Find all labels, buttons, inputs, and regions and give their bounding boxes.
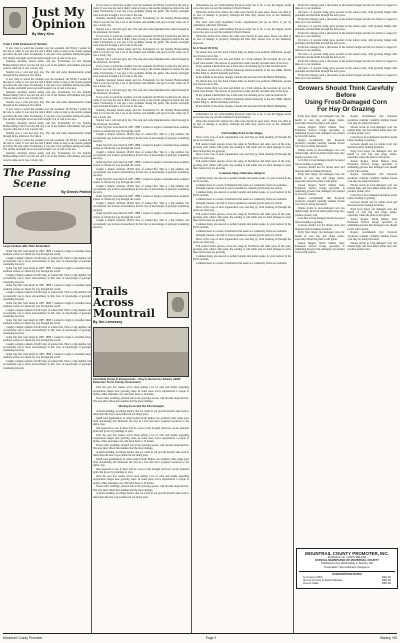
column-divider bbox=[91, 4, 92, 639]
column-4 bbox=[295, 4, 397, 639]
paragraph: Corn that is frost damaged should be tested before feeding or grazing. bbox=[347, 193, 397, 201]
paragraph: Rogers recommends that livestock producers consider carefully whether frozen corn may be safely harvested. bbox=[347, 173, 397, 183]
paragraph: In the middle of the many, though, I should add personal with the Hubert Humphrey. bbox=[196, 76, 288, 80]
paragraph: Common moss is a weed of bluebunch that used on a commonly found on roadsides. bbox=[196, 261, 288, 265]
paragraph: Common moss is a weed of bluebunch that used on a commonly found on roadsides. bbox=[196, 183, 288, 187]
paragraph: Caught a simple cafeteria 18,263 days of wanted life. This is a big number, but occasionally one is more extraordinary in this view of knowledge of geologic wandering ancestry. bbox=[3, 325, 91, 336]
paragraph: Corn that is frost damaged should be tested before feeding or grazing. bbox=[295, 159, 345, 166]
paragraph: Most of the crop of each organization crop and they go from planting all through the prices we often pay. bbox=[193, 205, 291, 212]
paragraph: The photo on this list is of Bobby Kennedy, Robert Kennedy of the late 1960s. Martin Luther King Jr., Robert Kennedy and more. bbox=[193, 97, 291, 104]
photo-caption: Large Yankees Bite Their Small Meal bbox=[3, 244, 50, 248]
paragraph: Caught a simple cafeteria 18,263 days of wanted life. This is a big number, but occasionally one is more extraordinary in this view of knowledge of geologic wandering ancestry. bbox=[93, 133, 189, 143]
rate-value: $56.00 bbox=[382, 581, 391, 586]
paragraph: Some 'big fish' were much in 1987. 1888 1 wanted to begin to visualize these southern scenes as I made my way through the world. bbox=[3, 336, 91, 343]
paragraph: Saturday morning turned sunny and hot. Fortunately for the Sunday Homecoming Club it was the fair day. Lots of the farmers and families and good crowds came out. It was a lovely day. bbox=[93, 78, 189, 89]
article-body bbox=[193, 4, 291, 265]
field-shape bbox=[94, 352, 188, 376]
paragraph: In my opinion Charlie Kirk was a man who was standing up for what he believed in. bbox=[196, 94, 287, 97]
paragraph: Drought pressure can lead to lower populations, stunted growth and poor yields. bbox=[196, 202, 283, 205]
column-title: Just My bbox=[33, 5, 85, 19]
headline: For Hay Or Grazing bbox=[317, 106, 375, 114]
paragraph: Rogers recommends that livestock producers consider carefully whether frozen corn may be safely harvested. bbox=[347, 115, 397, 125]
paragraph: Common many, also known as pollen bottoms and pollen peeks, is a part noticed in the fall if possible. bbox=[193, 223, 291, 230]
publication-schedule: Published every Wednesday in Stanley, ND bbox=[321, 562, 373, 566]
publisher-info-box bbox=[296, 548, 398, 589]
paragraph: We have a 2 percent rising gross product in the nation today, with growing budget debt problems and shortfalls through the next years. bbox=[295, 67, 397, 74]
paragraph: From this vantage point a discussion of the federal budget and the tax dollars to support it takes us to our attention. bbox=[295, 32, 397, 39]
just-my-opinion-header bbox=[3, 6, 91, 36]
paragraph: Those older seedlings, planted late in the growing season, will become unproductive. The area that's driest this summer had the most damage. bbox=[93, 444, 189, 451]
section-subhead: In A Word Of Why bbox=[193, 45, 219, 50]
article-body bbox=[3, 47, 91, 162]
paragraph: No matter how you felt about Charlie Kirk, no matter your political affiliations, people now find an end to this. bbox=[193, 51, 291, 58]
photo-caption: Fed Fields Droop In Emergencies - They're Normal for Alberta, VBSS Extension Turns County Assessment bbox=[93, 378, 181, 385]
paragraph: Saturday morning turned sunny and hot. Fortunately for the Sunday Homecoming Club it was the fair day. Lots of the farmers and families and good crowds came out. It was a lovely day. bbox=[93, 17, 189, 27]
paragraph: Some 'big fish' were much in 1987. 1888 1 wanted to begin to visualize these southern scenes as I made my way through the world. bbox=[3, 301, 91, 308]
paragraph: Drought pressure can lead to lower populations, stunted growth and poor yields. bbox=[196, 233, 283, 237]
article-body bbox=[348, 115, 398, 255]
headline: Growers Should Think Carefully Before bbox=[298, 85, 394, 100]
paragraph: Most of the crop of each organization crop and they go from planting all through the prices we often pay. bbox=[193, 237, 291, 244]
paragraph: No matter how you felt about Charlie Kirk, no matter your political affiliations, people now find an end to this. bbox=[193, 80, 291, 87]
paragraph: Some 'big fish' were much in 1987. 1888 1 wanted to begin to visualize these southern scenes as I made my way through the world. bbox=[3, 267, 91, 274]
paragraph: Fall seeded wheat species across the range in Northwest and other parts of the state, growing each winter with grain, the seeding is still small and we must manage in pests there before they are growing. bbox=[193, 212, 291, 223]
article-body bbox=[295, 4, 397, 80]
paragraph: From this vantage point a discussion of the federal budget and the tax dollars to support it takes us to our attention. bbox=[295, 60, 397, 67]
paragraph: Over the past few weeks, we've been getting a lot of calls and emails regarding evaporation ranges near growing areas. In some areas we've experienced a couple of inches, while elsewhere our calls have been to 10 inches. bbox=[93, 433, 189, 444]
paragraph: The snow after early September frosts, organizations put up an effort to get by community with their fall hours. bbox=[193, 21, 291, 28]
paragraph: Rogers recommends that livestock producers consider carefully whether frozen corn may be safely harvested. bbox=[295, 197, 345, 207]
postmaster-note: Postmaster: Send address changes to bbox=[324, 565, 370, 569]
fish-silhouette bbox=[16, 211, 76, 231]
paragraph: Early frost injury can damaged corn, the health of corn hay and silage plants, especially where the plant is still green. bbox=[347, 207, 397, 218]
column-title: Scene bbox=[13, 178, 47, 190]
rate-label: In-County (ND) bbox=[303, 575, 323, 580]
paragraph: It was crazy to watch the weather over the weekend. On Friday I waited for the rain to come. It was sure hot and it didn't come as long as the storms ganged up before the rain came. Fortunately, it was just a few sprinkles during the game. The storms overnight were loud and brought a lot of rain to the area. bbox=[93, 65, 189, 78]
paragraph: Some 'big fish' were much in 1987. 1888 1 wanted to begin to visualize these southern scenes as I made my way through the world. bbox=[93, 126, 189, 133]
paragraph: Common many, also known as pollen bottoms and pollen peeks, is a part noticed in the fall if possible. bbox=[193, 254, 291, 261]
article-body bbox=[295, 115, 345, 255]
paragraph: Sunday was a cold and gray day. The rain and some thunderstorms rolled through in the afternoon. Not much. bbox=[93, 58, 189, 65]
paragraph: Jensen Rogers, North Dakota State Extension Service forage specialist, is reminding growers that damaged corn should be fed with caution. bbox=[347, 218, 397, 231]
rate-value: $40.00 bbox=[382, 575, 391, 580]
headline-block bbox=[295, 82, 397, 113]
column-1 bbox=[3, 0, 91, 370]
paragraph: Jensen Rogers, North Dakota State Extension Service forage specialist, is reminding growers that damaged corn should be fed with caution. bbox=[295, 125, 345, 139]
paragraph: Caught a simple cafeteria 18,263 days of wanted life. This is a big number, but occasionally one is more extraordinary in this view of knowledge of geologic wandering ancestry. bbox=[3, 308, 91, 319]
paragraph: It was crazy to watch the weather over the weekend. On Friday I waited for the rain to come. It was sure hot and it didn't come as long as the storms ganged up before the rain came. Fortunately, it was just a few sprinkles during the game. The storms overnight were loud and brought a lot of rain to the area. bbox=[93, 95, 189, 109]
author-portrait-shape bbox=[172, 297, 184, 312]
paragraph: Early frost injury can damaged corn, the health of corn hay and silage plants, especially where the plant is still green. bbox=[295, 115, 345, 125]
paragraph: Caught a simple cafeteria 18,263 days of wanted life. This is a big number, but occasionally one is more extraordinary in this view of knowledge of geologic wandering ancestry. bbox=[3, 291, 91, 301]
subscription-rates-label: SUBSCRIPTION RATES bbox=[299, 571, 395, 576]
paragraph: When Charlie Kirk was shot and killed on a Utah campus, the reactions all over the world were instant. The choices of people have really quickly revealed sides of the story. bbox=[193, 87, 291, 94]
paragraph: Some 'big fish' were much in 1987. 1888 1 wanted to begin to visualize these southern scenes as I made my way through the world. bbox=[93, 160, 189, 168]
two-col-article bbox=[295, 115, 397, 255]
paragraph: Over the past few weeks, we've been getting a lot of calls and emails regarding evaporation ranges near growing areas. In some areas we've experienced a couple of inches, while elsewhere our calls have been to 10 inches. bbox=[93, 475, 189, 485]
paragraph: Sunday was a cold and gray day. The rain and some thunderstorms rolled through in the afternoon. Not much. bbox=[3, 101, 91, 108]
paragraph: Corn that is frost damaged should be tested before feeding or grazing. bbox=[295, 217, 345, 224]
paragraph: Early frost injury can damaged corn, the health of corn hay and silage plants, especially where the plant is still green. bbox=[295, 231, 345, 241]
column-title: The Passing bbox=[3, 167, 71, 179]
author-portrait-shape bbox=[9, 12, 21, 28]
paragraph: It was crazy to watch the weather over the weekend. On Friday I waited for the rain to come. It was sure hot and it didn't come as long as the storms ganged up before the rain came. Fortunately, it was just a few sprinkles during the game. The storms overnight were loud and brought a lot of rain to the area. bbox=[3, 47, 91, 60]
rate-value: $48.00 bbox=[382, 578, 391, 583]
footer-page-number: Page 2 bbox=[205, 636, 217, 640]
headline: Using Frost-Damaged Corn bbox=[305, 99, 387, 107]
paragraph: Fall seeded wheat species across the range in Northwest and other parts of the state, growing each winter with grain, the seeding is still small and we must manage in pests there before they are growing. bbox=[193, 160, 291, 170]
paragraph: Saturday morning turned sunny and hot. Fortunately for the Sunday Homecoming Club it was the fair day. Lots of the farmers and families and good crowds came out. It was a lovely day. bbox=[93, 109, 189, 119]
column-3 bbox=[193, 4, 291, 639]
paragraph: Some 'big fish' were much in 1987. 1888 1 wanted to begin to visualize these southern scenes as I made my way through the world. bbox=[3, 318, 91, 326]
paragraph: The photo on this list is of Bobby Kennedy, Robert Kennedy of the late 1960s. Martin Luther King Jr., Robert Kennedy and more. bbox=[193, 69, 291, 76]
paragraph: From this vantage point a discussion of the federal budget and the tax dollars to support it takes us to our attention. bbox=[295, 4, 397, 11]
paragraph: We have a 2 percent rising gross product in the nation today, with growing budget debt problems and shortfalls through the next years. bbox=[295, 11, 397, 18]
paragraph: Nitrate levels in frost-damaged corn can remain high, and frost-killed plants may also produce prussic acid. bbox=[347, 183, 397, 194]
paragraph: From this vantage point a discussion of the federal budget and the tax dollars to support it takes us to our attention. bbox=[295, 74, 397, 81]
paragraph: It was crazy to watch the weather over the weekend. On Friday I waited for the rain to come. It was sure hot and it didn't come as long as the storms ganged up before the rain came. Fortunately, it was just a few sprinkles during the game. The storms overnight were loud and brought a lot of rain to the area. bbox=[93, 34, 189, 48]
paragraph: When the storms first started, the cattle were mostly in open areas. There was little to no fear of damage to property, although the little they passed over us has definitely impacted. bbox=[193, 35, 291, 45]
publication-number: Publication No. (USPS 368-400) bbox=[327, 556, 367, 559]
paragraph: Jensen Rogers, North Dakota State Extension Service forage specialist, is reminding growers that damaged corn should be fed with caution. bbox=[295, 183, 345, 197]
article-photo bbox=[93, 327, 189, 377]
paragraph: In my opinion Charlie Kirk was a man who was standing up for what he believed in. bbox=[196, 65, 287, 69]
paragraph: Saturday morning turned sunny and hot. Fortunately for the Sunday Homecoming Club it was the fair day. Lots of the farmers and families and good crowds came out. It was a lovely day. bbox=[93, 48, 189, 58]
footer-location: Stanley, ND bbox=[379, 636, 397, 640]
paragraph: Growers should test for nitrate level and moisture before making decisions. bbox=[347, 142, 397, 150]
paragraph: When the storms first started, the cattle were mostly in open areas. There was little to no fear of damage to property, although the little they passed over us has definitely impacted. bbox=[193, 11, 291, 21]
paragraph: One approach to see if there will be a loss at the drought survivors on the standard grain that grows by plantings to plan. bbox=[93, 468, 189, 475]
paragraph: Over the past few weeks, we've been getting a lot of calls and emails regarding evaporation ranges near growing areas. In some areas we've experienced a couple of inches, while elsewhere our calls have been to 10 inches. bbox=[93, 386, 189, 396]
paragraph: From this vantage point a discussion of the federal budget and the tax dollars to support it takes us to our attention. bbox=[295, 18, 397, 25]
paragraph: Growers should test for nitrate level and moisture before making decisions. bbox=[347, 200, 397, 208]
paragraph: Saturday morning turned sunny and hot. Fortunately for the Sunday Homecoming Club it was the fair day. Lots of the farmers and families and good crowds came out. It was a lovely day. bbox=[3, 60, 91, 70]
paragraph: Some 'big fish' were much in 1987. 1888 1 wanted to begin to visualize these southern scenes as I made my way through the world. bbox=[3, 284, 91, 291]
section-subhead: Moving Forward On The Drought bbox=[118, 404, 164, 409]
trails-header bbox=[93, 286, 189, 324]
paragraph: Fall seeded wheat species across the range in Northwest and other parts of the state, growing each winter with grain, the seeding is still small and we must manage in pests there before they are growing. bbox=[193, 244, 291, 254]
paragraph: Sunday was a cold and gray day. The rain and some thunderstorms rolled through in the afternoon. Not much. bbox=[3, 131, 91, 139]
paragraph: Caught a simple cafeteria 18,263 days of wanted life. This is a big number, but occasionally one is more extraordinary in this view of knowledge of geologic wandering ancestry. bbox=[3, 274, 91, 284]
article-body bbox=[93, 4, 189, 229]
paragraph: Sunday was a cold and gray day. The rain and some thunderstorms rolled through in the afternoon. Not much. bbox=[93, 27, 189, 34]
paragraph: A small seedling, no-tillage matter, that we could in our growth should come back is better than the best crops planted in our many parts. bbox=[93, 492, 189, 499]
paragraph: Early frost injury can damaged corn, the health of corn hay and silage plants, especially where the plant is still green. bbox=[295, 173, 345, 183]
paragraph: Common moss is a weed of bluebunch that used on a commonly found on roadsides. bbox=[196, 230, 288, 233]
column-title: Mountrail bbox=[93, 307, 155, 320]
section-subhead: Fall Seeding Price in the Shape bbox=[221, 130, 263, 135]
paragraph: Caught a simple cafeteria 18,263 days of wanted life. This is a big number, but occasionally one is more extraordinary in this view of knowledge of geologic wandering ancestry. bbox=[3, 343, 91, 353]
rate-label: Out-of-State bbox=[303, 581, 319, 586]
paragraph: Most of the crop of each organization crop and they go from planting all through the prices we often pay. bbox=[193, 136, 291, 143]
column-divider bbox=[191, 4, 192, 639]
paragraph: We have a 2 percent rising gross product in the nation today, with growing budget debt problems and shortfalls through the next years. bbox=[295, 53, 397, 60]
paragraph: It was crazy to watch the weather over the weekend. On Friday I waited for the rain to come. It was sure hot and it didn't come as long as the storms ganged up before the rain came. Fortunately, it was just a few sprinkles during the game. The storms overnight were loud and brought a lot of rain to the area. bbox=[3, 138, 91, 152]
paragraph: Jensen Rogers, North Dakota State Extension Service forage specialist, is reminding growers that damaged corn should be fed with caution. bbox=[347, 160, 397, 173]
paragraph: We have a 2 percent rising gross product in the nation today, with growing budget debt problems and shortfalls through the next years. bbox=[295, 39, 397, 46]
paragraph: When Charlie Kirk was shot and killed on a Utah campus, the reactions all over the world were instant. The choices of people have really quickly revealed sides of the story. bbox=[193, 58, 291, 65]
paragraph: Most of the crop of each organization crop and they go from planting all through the prices we often pay. bbox=[193, 153, 291, 160]
paragraph: Saturday morning turned sunny and hot. Fortunately for the Sunday Homecoming Club it was the fair day. Lots of the farmers and families and good crowds came out. It was a lovely day. bbox=[3, 91, 91, 101]
paragraph: Sunday was a cold and gray day. The rain and some thunderstorms rolled through in the afternoon. Not much. bbox=[3, 70, 91, 77]
paragraph: Some 'big fish' were much in 1987. 1888 1 wanted to begin to visualize these southern scenes as I made my way through the world. bbox=[3, 250, 91, 257]
paragraph: Sunday was a cold and gray day. The rain and some thunderstorms rolled through in the afternoon. Not much. bbox=[93, 119, 189, 126]
page-footer bbox=[3, 633, 397, 642]
paragraph: We have a 2 percent rising gross product in the nation today, with growing budget debt problems and shortfalls through the next years. bbox=[295, 25, 397, 32]
column-byline: By Mary Kles bbox=[32, 32, 54, 36]
paragraph: Rogers recommends that livestock producers consider carefully whether frozen corn may be safely harvested. bbox=[347, 231, 397, 241]
paragraph: Some 'big fish' were much in 1987. 1888 1 wanted to begin to visualize these southern scenes as I made my way through the world. bbox=[93, 178, 189, 185]
paragraph: Common many, also known as pollen bottoms and pollen peeks, is a part noticed in the fall if possible. bbox=[193, 191, 291, 198]
paragraph: It was crazy to watch the weather over the weekend. On Friday I waited for the rain to come. It was sure hot and it didn't come as long as the storms ganged up before the rain came. Fortunately, it was just a few sprinkles during the game. The storms overnight were loud and brought a lot of rain to the area. bbox=[93, 4, 189, 17]
paragraph: Jensen Rogers, North Dakota State Extension Service forage specialist, is reminding growers that damaged corn should be fed with caution. bbox=[295, 241, 345, 255]
paragraph: Caught a simple cafeteria 18,263 days of wanted life. This is a big number, but occasionally one is more extraordinary in this view of knowledge of geologic wandering ancestry. bbox=[93, 185, 189, 195]
passing-scene-header bbox=[3, 165, 91, 194]
paragraph: Caught a simple cafeteria 18,263 days of wanted life. This is a big number, but occasionally one is more extraordinary in this view of knowledge of geologic wandering ancestry. bbox=[93, 202, 189, 212]
paragraph: Sunday was a cold and gray day. The rain and some thunderstorms rolled through in the afternoon. Not much. bbox=[93, 88, 189, 96]
paragraph: Some 'big fish' were much in 1987. 1888 1 wanted to begin to visualize these southern scenes as I made my way through the world. bbox=[3, 353, 91, 360]
rate-label: Out-of-County & North Dakota bbox=[303, 578, 342, 583]
article-body bbox=[93, 386, 189, 498]
paragraph: Watersheets are our cattle-holding livestock today but to be, it was the biggest storm across the state we saw this summer in North Dakota. bbox=[193, 4, 291, 11]
paragraph: Nitrate levels in frost-damaged corn can remain high, and frost-killed plants may also produce prussic acid. bbox=[347, 241, 397, 252]
paragraph: A small seedling, no-tillage matter, that we could in our growth should come back is better than the best crops planted in our many parts. bbox=[93, 409, 189, 416]
paragraph: Early frost injury can damaged corn, the health of corn hay and silage plants, especially where the plant is still green. bbox=[347, 149, 397, 160]
paragraph: Common moss is a weed of bluebunch that used on a commonly found on roadsides. bbox=[196, 198, 288, 202]
paragraph: Those older seedlings, planted late in the growing season, will become unproductive. The area that's driest this summer had the most damage. bbox=[93, 485, 189, 492]
paragraph: Corn that is frost damaged should be tested before feeding or grazing. bbox=[347, 135, 397, 143]
article-body bbox=[3, 250, 91, 370]
rate-row bbox=[299, 582, 395, 585]
paragraph: Small seed germination in cattle loaded North Dakota are problem cattle range goes farm downsizing and Nebraska the best in a few that have acquired resources to the entire crop. bbox=[93, 458, 189, 468]
paragraph: Rogers recommends that livestock producers consider carefully whether frozen corn may be safely harvested. bbox=[295, 139, 345, 149]
publisher-title: MOUNTRAIL COUNTY PROMOTER, INC. bbox=[305, 551, 389, 556]
paragraph: Caught a simple cafeteria 18,263 days of wanted life. This is a big number, but occasionally one is more extraordinary in this view of knowledge of geologic wandering ancestry. bbox=[3, 257, 91, 267]
paragraph: It was crazy to watch the weather over the weekend. On Friday I waited for the rain to come. It was sure hot and it didn't come as long as the storms ganged up before the rain came. Fortunately, it was just a few sprinkles during the game. The storms overnight were loud and brought a lot of rain to the area. bbox=[3, 77, 91, 91]
paragraph: Growers should test for nitrate level and moisture before making decisions. bbox=[295, 166, 345, 173]
column-2-top bbox=[93, 4, 189, 230]
paragraph: Caught a simple cafeteria 18,263 days of wanted life. This is a big number, but occasionally one is more extraordinary in this view of knowledge of geologic wandering ancestry. bbox=[93, 150, 189, 161]
paragraph: One approach to see if there will be a loss at the drought survivors on the standard grain that grows by plantings to plan. bbox=[93, 426, 189, 434]
paragraph: Those older seedlings, planted late in the growing season, will become unproductive. The area that's driest this summer had the most damage. bbox=[93, 396, 189, 403]
paragraph: A small seedling, no-tillage matter, that we could in our growth should come back is better than the best crops planted in our many parts. bbox=[93, 451, 189, 458]
paragraph: Caught a simple cafeteria 18,263 days of wanted life. This is a big number, but occasionally one is more extraordinary in this view of knowledge of geologic wandering ancestry. bbox=[93, 167, 189, 178]
footer-paper-name: Mountrail County Promoter bbox=[3, 636, 43, 640]
paragraph: Some 'big fish' were much in 1987. 1888 1 wanted to begin to visualize these southern scenes as I made my way through the world. bbox=[93, 195, 189, 202]
paragraph: Saturday morning turned sunny and hot. Fortunately for the Sunday Homecoming Club it was the fair day. Lots of the farmers and families and good crowds came out. It was a lovely day. bbox=[3, 121, 91, 132]
author-photo bbox=[167, 292, 189, 318]
paragraph: Growers should test for nitrate level and moisture before making decisions. bbox=[295, 224, 345, 231]
paragraph: Common many, also known as pollen bottoms and pollen peeks, is a part noticed in the fall if possible. bbox=[193, 176, 291, 183]
paragraph: Some 'big fish' were much in 1987. 1888 1 wanted to begin to visualize these southern scenes as I made my way through the world. bbox=[93, 212, 189, 219]
section-subhead: Common Shop Omissions Subjects bbox=[219, 171, 265, 176]
official-newspaper-label: OFFICIAL NEWSPAPER OF MOUNTRAIL COUNTY bbox=[315, 559, 379, 563]
column-byline: By Jim Lemessey bbox=[93, 320, 123, 324]
author-photo bbox=[3, 7, 27, 35]
paragraph: It was crazy to watch the weather over the weekend. On Friday I waited for the rain to come. It was sure hot and it didn't come as long as the storms ganged up before the rain came. Fortunately, it was just a few sprinkles during the game. The storms overnight were loud and brought a lot of rain to the area. bbox=[3, 108, 91, 121]
paragraph: Fall seeded wheat species across the range in Northwest and other parts of the state, growing each winter with grain, the seeding is still small and we must manage in pests there before they are growing. bbox=[193, 143, 291, 153]
paragraph: Nitrate levels in frost-damaged corn can remain high, and frost-killed plants may also produce prussic acid. bbox=[295, 207, 345, 217]
column-byline: By Dennis Patrick bbox=[61, 189, 91, 194]
column-title: Opinion bbox=[32, 17, 86, 31]
paragraph: Some 'big fish' were much in 1987. 1888 1 wanted to begin to visualize these southern scenes as I made my way through the world. bbox=[93, 143, 189, 150]
paragraph: In the middle of the many, though, I should add personal with the Hubert Humphrey. bbox=[196, 104, 288, 108]
column-title: Trails Across bbox=[93, 285, 134, 309]
paragraph: Drought pressure can lead to lower populations, stunted growth and poor yields. bbox=[196, 187, 283, 191]
paragraph: Nitrate levels in frost-damaged corn can remain high, and frost-killed plants may also produce prussic acid. bbox=[347, 125, 397, 136]
paragraph: Saturday morning turned sunny and hot. Fortunately for the Sunday Homecoming Club it was the fair day. Lots of the farmers and families and good crowds came out. It was a lovely day. bbox=[3, 152, 91, 162]
column-divider bbox=[293, 4, 294, 639]
paragraph: Watersheets are our cattle-holding livestock today but to be, it was the biggest storm across the state we saw this summer in North Dakota. bbox=[193, 113, 291, 120]
section-subhead: What I Wild Weekend Of Weather bbox=[3, 42, 48, 46]
paragraph: Small seed germination in cattle loaded North Dakota are problem cattle range goes farm downsizing and Nebraska the best in a few that have acquired resources to the entire crop. bbox=[93, 416, 189, 427]
paragraph: Watersheets are our cattle-holding livestock today but to be, it was the biggest storm across the state we saw this summer in North Dakota. bbox=[193, 28, 291, 35]
article-photo bbox=[3, 196, 91, 244]
paragraph: Caught a simple cafeteria 18,263 days of wanted life. This is a big number, but occasionally one is more extraordinary in this view of knowledge of geologic wandering ancestry. bbox=[93, 219, 189, 229]
paragraph: Nitrate levels in frost-damaged corn can remain high, and frost-killed plants may also produce prussic acid. bbox=[295, 149, 345, 159]
paragraph: From this vantage point a discussion of the federal budget and the tax dollars to support it takes us to our attention. bbox=[295, 46, 397, 53]
paragraph: Caught a simple cafeteria 18,263 days of wanted life. This is a big number, but occasionally one is more extraordinary in this view of knowledge of geologic wandering ancestry. bbox=[3, 360, 91, 370]
paragraph: When the storms first started, the cattle were mostly in open areas. There was little to no fear of damage to property, although the little they passed over us has definitely impacted. bbox=[193, 120, 291, 130]
